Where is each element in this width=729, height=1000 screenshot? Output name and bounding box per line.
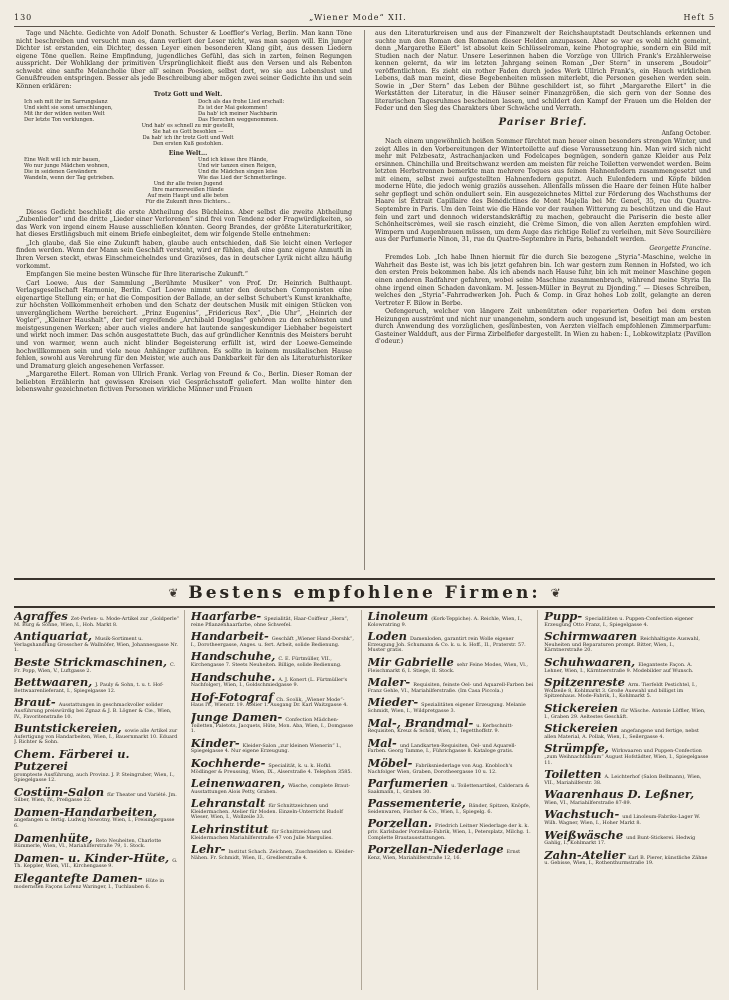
firm-listing [368, 656, 534, 674]
firm-details: Wäsche, complete Braut-Ausstattungen Alois Petty, Graben. [190, 783, 350, 795]
firm-name: Porzellan. [367, 816, 432, 831]
firm-details: A. Leichterhof (Salon Bellmann), Wien, VII., Mariahilferstr. 38. [544, 774, 702, 786]
firm-details: (Kork-Teppiche). A. Reichle, Wien, I., Kolowratring 9. [367, 616, 523, 628]
poem-trotz-gott-und-welt [24, 92, 352, 147]
firm-listing [368, 676, 534, 694]
firm-listing [368, 737, 534, 755]
review-loewe: Carl Loewe. Aus der Sammlung „Berühmte Musiker“ von Prof. Dr. Heinrich Bulthaupt. Verlagsgesellschaft Harmonie, Berlin. Carl Loewe nimmt unter den deutschen Componisten eine eigenartige Stellung ein; er hat die Composition der Ballade, an der selbst Schubert's Kunst krankhafte, zur höchsten Vollkommenheit erhoben und den Schatz der deutschen Musik mit einigen Stücken von unvergänglichem Werthe bereichert. „Prinz Eugenius“, „Fridericus Rex“, „Die Uhr“, „Heinrich der Vogler“, „Kleiner Haushalt“, der tief ergreifende „Archibald Douglas“ gehören zu den schönsten und meistgesungenen Werken; aber auch vieles andere hat lautende sangeskundiger Liebhaber begeistert und wirkt noch immer. Das schön ausgestattete Buch, das auf gründlicher Kenntnis des Meisters beruht und von warmer, wenn auch nicht blinder Begeisterung erfüllt ist, wird der Loewe-Gemeinde hochwillkommen sein und viele neue Anhänger zuführen. Es sollte in keinem musikalischen Hause fehlen, sowohl aus Verehrung für den Meister, wie auch aus Dankbarkeit für den als Literaturhistoriker und Dramaturg gleich angesehenen Verfasser. [16, 279, 352, 370]
firm-listing [544, 788, 711, 806]
poem-line: Die in seidenen Gewändern [24, 169, 97, 176]
firm-details: Requisiten, feinste Oel- und Aquarell-Farben bei Franz Gehle, VI., Mariahilferstraße. (Im Casa Piccola.) [367, 682, 534, 694]
firm-name: Junge Damen- [190, 709, 283, 724]
poem-line: Da hab' ich meiner Nachbarin [198, 111, 278, 118]
firm-details: angefangen u. fertig. Ludwig Nowotny, Wien, I., Freisingergasse 6. [14, 817, 175, 830]
firm-name: Stickereien [544, 721, 618, 736]
firm-listing [544, 742, 711, 766]
firm-name: Schirmwaaren [544, 629, 638, 644]
firm-details: Ausstattungen in geschmackvoller solider Ausführung preiswürdig bei Zgnaz & J. B. Lögner & Cie., Wien, IV., Favoritenstraße 10. [14, 702, 172, 720]
firm-listing [191, 650, 357, 668]
firm-listing [368, 717, 534, 735]
firm-listing [544, 849, 711, 867]
firm-listing [191, 671, 357, 689]
firm-details: J. Pauly & Sohn, t. u. t. Hof-Bettwaarenlieferant, I., Spiegelgasse 12. [14, 682, 164, 694]
firm-listing [14, 630, 180, 654]
firm-details: prompteste Ausführung, auch Provinz. J. P. Steingruber, Wien, I., Spiegelgasse 12. [14, 771, 175, 784]
firm-details: Institut Schach. Zeichnen, Zuschneiden u. Kleider-Nähen. Fr. Schmidt, Wien, II., Gredlerstraße 4. [190, 849, 355, 861]
firm-details: Arm. Tierfeldt Pestichtel, I., Wollzeile 8, Kohlmarkt 3. Große Auswahl und billigst im Spitzenhaus. Mode-Fabrik, I., Kohlmarkt 5. [544, 682, 698, 700]
firm-name: Handarbeit- [190, 629, 269, 644]
firm-listing [544, 768, 711, 786]
poem-line: Wandeln, wenn der Tag getrieben. [24, 175, 115, 182]
firm-details: Ernst Kenz, Wien, Mariahilferstraße 12, 16. [367, 849, 521, 861]
firm-details: Confection Mädchen-Toiletten, Paletots, Jacquets, Hüte, Mon. Aba, Wien, I., Domgasse 1. [190, 716, 353, 735]
firm-details: u. Toilettenartikel, Calderara & Saakmann, I., Graben 30. [367, 783, 530, 795]
firm-listing [14, 696, 180, 720]
firm-listing [191, 711, 357, 735]
firm-column [191, 610, 362, 990]
firm-listing [544, 656, 711, 674]
firm-details: Kleider-Salon „zur kleinen Wienerin“ I., Spiegelgasse 4. Nur eigene Erzeugung. [190, 742, 342, 755]
firm-name: Leinenwaaren, [190, 776, 286, 791]
firm-details: und Linoleum-Fabriks-Lager W. Wilh. Wagner, Wien, I., Hoher Markt 8. [544, 814, 700, 827]
review-eilert: „Margarethe Eilert. Roman von Ullrich Frank. Verlag von Freund & Co., Berlin. Dieser Roman der beliebten Erzählerin hat gewissen Kreisen viel Gesprächsstoff geliefert. Man wollte hinter den lebenswahr gezeichneten fictiven Personen wirkliche Männer und Frauen [16, 371, 352, 394]
poem-line: Und die Mädchen singen leise [198, 169, 278, 176]
firm-name: Porzellan-Niederlage [367, 842, 504, 857]
firm-details: Wirkwaaren und Puppen-Confection „zum Weihnachtsbaum“ August Hofstädter, Wien, I., Spiegelgasse 11. [544, 748, 709, 766]
page-number: 130 [14, 12, 33, 22]
firm-name: Kinder- [190, 735, 240, 750]
author-signature: Georgette Francine. [649, 244, 711, 252]
poem-title: Eine Welt... [168, 149, 208, 157]
firm-listing [368, 630, 534, 654]
firm-name: Lehranstalt [190, 796, 266, 811]
firm-name: Damen-Handarbeiten, [14, 804, 157, 819]
firm-listing [14, 656, 180, 674]
firm-name: Damenhüte, [14, 830, 93, 845]
firm-name: Waarenhaus D. Leßner, [544, 787, 695, 802]
firm-listing [14, 748, 180, 784]
firm-details: Spezialität, Haar-Coiffeur „Hera“, reine Pflanzenhaarfarbe, ohne Schwefel. [190, 616, 349, 628]
firm-listing [544, 630, 711, 654]
poem-line: Das Herzchen weggenommen. [198, 117, 279, 123]
firm-details: Musik-Sortiment u. Verlagshandlung Grosscher & Wallnöfer, Wien, Johannesgasse Nr. 1. [14, 636, 178, 654]
poem-title: Trotz Gott und Welt. [153, 91, 223, 99]
firm-name: Antiquariat, [14, 629, 93, 644]
poem-line: Da hab' ich ihr trotz Gott und Welt [142, 134, 234, 141]
firm-name: Agraffes [14, 610, 68, 623]
firm-directory [14, 610, 715, 990]
firm-name: Strümpfe, [544, 741, 609, 756]
notice-fremdes-lob: Fremdes Lob. „Ich habe Ihnen hiermit für die durch Sie bezogene „Styria“-Maschine, welche in Wahrheit das Beste ist, was ich bis jetzt gefahren bin. Ich war gestern zum Rennen in Hofsted, wo ich den ersten Preis bekommen habe. Als ich abends nach Hause fuhr, bin ich mit meiner Maschine gegen einen anderen Radfahrer gefahren, wobei seine Maschine zusammenbrach, während meine Styria Ila ohne irgend einen Schaden davonkam. M. Jessen-Müller in Beyrut zu Djonding.“ — Dieses Schreiben, welches den „Styria“-Fahrradwerken Joh. Puch & Comp. in Graz hohes Lob zollt, gelangte an deren Vertreter F. Bilow in Berbe. [375, 254, 711, 307]
firm-name: Pupp- [544, 610, 583, 623]
firm-details: für Theater und Variété. Jm. Silber, Wien, IV., Preßgasse 22. [14, 791, 177, 804]
firm-listing [191, 691, 357, 709]
firm-listing [14, 852, 180, 870]
firm-column [368, 610, 539, 990]
firm-column [544, 610, 715, 990]
firm-name: Lehrinstitut [190, 822, 269, 837]
firm-listing [544, 808, 711, 826]
firm-details: Reichhaltigste Auswahl, Neuheiten und Reparaturen prompt. Bitter, Wien, I., Kärntnerstraße 20. [544, 636, 700, 654]
firm-details: Reto Neuheiten, Charlotte Rümmerle, Wien, VI., Mariahilferstraße 79, 1. Stock. [14, 837, 162, 850]
firm-name: Weißwäsche [544, 827, 624, 842]
firm-details: für Schnittzeichnen und Kleidermachen. Atelier für Moden. Einzeln-Unterricht Rudolf Wieser, Wien, I., Wollzeile 33. [190, 803, 343, 821]
firm-listing [368, 777, 534, 795]
firm-name: Zahn-Atelier [544, 847, 626, 862]
review-donath: Tage und Nächte. Gedichte von Adolf Donath. Schuster & Loeffler's Verlag, Berlin. Man kann Töne nicht beschreiben und versucht man es, dann verliert der Leser nicht, was man sagen will. Ein junger Dichter ist erstanden, ein Dichter, dessen Leyer einen besonderen Klang gibt, aus dessen Liedern eigene Töne quellen. Reine Empfindung, jugendliches Gefühl, das sich in zarten, feinen Regungen ausspricht. Der Wohlklang der primitiven Ursprünglichkeit fließt aus den Versen und als Rebenton schwebt eine sanfte Melancholie über all' seinen Poesien, selbst dort, wo sie aus Lebenslust und Genußfreuden entspringen. Besser als jede Beschreibung aber mögen zwei seiner Gedichte ihn und sein Können erklären: [16, 30, 352, 90]
firm-listing [14, 722, 180, 746]
firm-listing [368, 696, 534, 714]
poem-line: Für die Zukunft ihres Dichters... [145, 198, 231, 205]
firm-name: Toiletten [544, 767, 602, 782]
quoted-letter-closing: Empfangen Sie meine besten Wünsche für Ihre literarische Zukunft.“ [26, 271, 249, 279]
firm-details: G. Th. Keppler, Wien, VII., Kirchengasse 9. [14, 857, 178, 870]
firm-name: Lehr- [190, 842, 226, 857]
firm-name: Buntstickereien, [14, 721, 122, 736]
firm-details: Zet-Perlen- u. Mode-Artikel zur „Goldperle“ M. Burg & Söhne, Wien, I., Hoh. Markt 8. [14, 616, 180, 628]
firm-details: Fabriksniederlage von Aug. Knobloch's Nachfolger Wien, Graben, Dorotheergasse 10 u. 12. [367, 762, 513, 775]
firm-listing [368, 610, 534, 628]
body-paragraph: Nach einem ungewöhnlich heißen Sommer fürchtet man heuer einen besonders strengen Winter, und zeigt Alles in den Vorbereitungen der Wintertoilette auf diese Voraussetzung hin. Man wird sich nicht mehr mit Pelzbesatz, Astrachanjacken und Fodelcapes begnügen, sondern ganze Kleider aus Pelz ersinnen. Chinchilla und Breitschwanz werden am meisten für reiche Toiletten verwendet werden. Beim letzten Herbstrennen bemerkte man mehrere Toques aus feinen Hahnenfedern zusammengesetzt und mit einem, selbst zwei aufgestellten Hahnenfedern geputzt. Auch Eulenfedern und Köpfe bilden moderne Hüte, die jedoch wenig graziös aussehen. Allenfalls müssen die Haare der feinen Hüte halber sehr gepflegt und schön onduliert sein. Ein ausgezeichnetes Mittel zur Förderung des Wachsthums der Haare ist Extrait Capillaire des Bénédictines de Mont Majella bei Mr. Genet, 35, rue du Quatre-Septembre in Paris. Um den Teint wie die Hände vor der rauhen Witterung zu beschützen und die Haut fein und zart und dennoch widerstandskräftig zu machen, gebraucht die Pariserin die beste aller Schönheitscrèmes, weil sie rasch einzieht, die Crème Simon, die von allen Aerzten empfohlen wird. Wimpern und Augenbrauen müssen, um dem Auge das richtige Relief zu verleihen, mit Sève Sourcilière aus der Parfumerie Ninon, 31, rue du Quatre-Septembre in Paris, behandelt werden. [375, 138, 711, 244]
firm-details: und Bunt-Stickerei. Hedwig Gahlig, I., Kohlmarkt 17. [544, 834, 696, 847]
firm-listing [191, 797, 357, 821]
firm-name: Kochherde- [190, 755, 266, 770]
poem-line: Den ersten Kuß gestohlen. [152, 140, 224, 147]
firm-listing [191, 823, 357, 841]
firm-listing [191, 757, 357, 775]
firm-name: Möbel- [367, 755, 413, 770]
firm-listing [14, 786, 180, 804]
firm-name: Mir Gabrielle [367, 654, 454, 669]
firm-name: Schuhwaaren, [544, 654, 636, 669]
firm-listing [368, 757, 534, 775]
firm-details: angefangene und fertige, nebst allen Material, A. Pollak, Wien, I., Seilergasse 4. [544, 728, 699, 740]
firm-name: Handschuhe. [190, 669, 276, 684]
firm-name: Chem. Färberei u. Putzerei [14, 746, 130, 773]
firm-details: u. Kerbschnitt-Requisiten, Kreuz & Schöll, Wien, I., Tegetthoffstr. 9. [367, 722, 514, 735]
firm-name: Maler- [367, 675, 411, 690]
poem-line: Und ihr alle freien Jugend [153, 181, 223, 188]
firm-name: Stickereien [544, 700, 618, 715]
header-rule [14, 26, 715, 27]
firm-listing [191, 610, 357, 628]
firm-listing [544, 610, 711, 628]
poem-line: Mit ihr der wilden weiten Welt [24, 111, 105, 118]
poem-line: Und sieht sie sonst umschlungen, [24, 105, 113, 112]
firm-listing [544, 722, 711, 740]
firm-name: Wachstuch- [544, 807, 620, 822]
firm-name: Passementerie, [367, 796, 466, 811]
firm-listing [368, 843, 534, 861]
firm-name: Parfumerien [367, 776, 449, 791]
firm-name: Mieder- [367, 695, 419, 710]
firm-name: Beste Strickmaschinen, [14, 654, 168, 669]
review-eilert-continued: aus den Literaturkreisen und aus der Finanzwelt der Reichshauptstadt Deutschlands erkennen und suchte nun den Roman den Romanen dieser Helden anzupassen. Aber so war es wohl nicht gemeint, denn „Margarethe Eilert“ ist absolut kein Schlüsselroman, keine Photographie, sondern ein Bild mit Studien nach der Natur. Unsere Leserinnen haben die Vorzüge von Ullrich Frank's Erzählerweise kennen gelernt, da wir im letzten Jahrgang seinen Roman „Der Stern“ in unserem „Boudoir“ veröffentlichten. Es zieht ein rother Faden durch jedes Werk Ullrich Frank's, ein Hauch wirklichen Lebens, daß man meint, diese Begebenheiten müssen miterlebt, die Personen gesehen werden sein. Sowie in „Der Stern“ das Leben der Bühne geschildert ist, so führt „Margarethe Eilert“ in die Werkstätten der Literatur, in die Häuser seiner Finanzgrößen, die sich gern von der Sonne des literarischen Tagesruhmes bescheinen lassen, und schildert den Kampf der Frauen um die Helden der Feder und den Sieg des Charakters über Schwäche und Verrath. [375, 30, 711, 113]
journal-title: „Wiener Mode“ XII. [309, 12, 407, 22]
firm-name: Haarfarbe- [190, 610, 262, 623]
left-column [16, 30, 352, 575]
poem-line: Und wir tanzen einen Reigen, [198, 163, 277, 170]
firm-name: Braut- [14, 695, 56, 710]
column-divider [364, 30, 365, 570]
poem-line: Doch als das frohe Lied erschall: [198, 99, 285, 106]
poem-line: Sie hat es Gott besohlen — [152, 128, 224, 135]
firm-details: für Wäsche. Antonie Löffler, Wien, I., Graben 29. Aeltestes Geschäft. [544, 707, 706, 720]
running-header [14, 10, 715, 24]
firm-column [14, 610, 185, 990]
firm-listing [544, 702, 711, 720]
poem-line: Auf mein Haupt und alle beten [147, 192, 229, 199]
poem-eine-welt [24, 151, 352, 206]
poem-line: Ihre marmorweißen Hände [152, 186, 224, 193]
poem-line: Und ich küsse ihre Hände, [198, 157, 268, 164]
firm-name: Mal- [367, 735, 397, 750]
firm-listing [544, 829, 711, 847]
firm-name: Bettwaaren, [14, 675, 93, 690]
firm-name: Loden [367, 629, 407, 644]
firm-name: Handschuhe, [190, 649, 276, 664]
firm-name: Mal-, Brandmal- [367, 715, 474, 730]
firm-listing [368, 797, 534, 815]
firm-listing [14, 610, 180, 628]
firm-name: Linoleum [367, 610, 429, 623]
firm-details: Specialitäten u. Puppen-Confection eigener Erzeugung Otto Franz, I., Spiegelgasse 4. [544, 616, 694, 628]
poem-line: Eine Welt will ich mir bauen, [24, 157, 101, 164]
firm-details: Hüte in modernsten Façons Lorenz Waringer, I., Tuchlauben 6. [14, 878, 165, 890]
firm-details: C. E. Fürtmüller, VII., Kirchengasse 7. Steets Neuheiten. Billige, solide Bedienung. [190, 656, 342, 668]
poem-line: Ich seh mit ihr im Sarrungslanz [24, 99, 108, 106]
firm-listing [14, 872, 180, 890]
firm-details: sehr Feine Modes, Wien, Vl., Fleischmarkt 6, I. Stiege, II. Stock. [367, 661, 528, 674]
dateline: Anfang October. [661, 129, 711, 137]
firm-listing [14, 832, 180, 850]
issue-number: Heft 5 [683, 12, 715, 22]
ornament-icon: ❦ [168, 586, 179, 600]
firm-details: und Landkarten-Requisiten, Oel- und Aquarell-Farben. Georg Tamme, I., Führichgasse 8. Kataloge gratis. [367, 742, 517, 755]
firm-name: Costüm-Salon [14, 784, 105, 799]
firm-listing [191, 843, 357, 861]
firm-listing [191, 777, 357, 795]
firm-details: A. J. Konert (L. Fürtmüller's Nachfolger), Wien, I., Goldschmiedgasse 9. [190, 676, 348, 689]
firm-details: Wien, VI., Mariahilferstraße 87-89. [544, 799, 632, 806]
section-heading-pariser-brief: Pariser Brief. [498, 117, 588, 129]
body-paragraph: Dieses Gedicht beschließt die erste Abtheilung des Büchleins. Aber selbst die zweite Abtheilung „Zubenlieder“ und die dritte „Lieder einer Verlorenen“ sind frei von Tendenz oder Fragwürdigkeiten, so das Werk von irgend einem Hause ausschließen könnten. Georg Brandes, der größte Literaturkritiker, hat dieses Erstlingsbuch mit einem Briefe einbegleitet, dem wir folgende Stelle entnehmen: [16, 208, 352, 239]
notice-oefengeruch: Oefengeruch, welcher von längere Zeit unbenützten oder reparierten Oefen bei dem ersten Heizungen ausströmt und nicht nur unangenehm, sondern auch ungesund ist, beseitigt man am besten durch Anwendung des vorzüglichen, geslünbesten, von Aerzten vielfach empfohlenen Zimmerparfum: Gasteiner Waldduft, aus der Firma Zirbelfiefer dargestellt. In Wien zu haben: I., Lobkowitzplatz (Pavillon d'odeur.) [375, 308, 711, 346]
firm-details: Friedrich Leitner Niederlage der k. k. priv. Karlsbader Porzellan-Fabrik, Wien, I., Petersplatz, Milchg. 1. Complette Brautausstattungen. [367, 823, 531, 841]
firm-listing [544, 676, 711, 700]
firm-name: Spitzenreste [544, 675, 625, 690]
firms-banner [14, 578, 715, 608]
ornament-icon: ❦ [550, 586, 561, 600]
right-column [375, 30, 711, 575]
poem-line: Der letzte Ton verklungen. [24, 117, 95, 123]
firm-listing [191, 737, 357, 755]
firm-name: Hof-Fotograf [190, 689, 274, 704]
firm-details: Bänder, Spitzen, Knöpfe, Seidenwaren, Fischer & Co., Wien, I., Spiegelg. 6. [367, 803, 531, 815]
firm-details: Geschäft „Wiener Hand-Dorshk“, I., Dorotheergasse, Anges. u. fert. Arbeit, solide Bedienung. [190, 636, 354, 648]
poem-line: Wie das Lied der Schmetterlinge. [198, 175, 287, 182]
firm-details: sowie alle Artikel zur Aufertigung von Handarbeiten, Wien, I., Bauernmarkt 10. Eduard J. Richter & Sohn. [14, 728, 178, 746]
firm-details: Spezialitäten eigener Erzeugung. Melanie Schmidt, Wien, I., Wildpretgasse 3. [367, 702, 526, 714]
quoted-letter: „Ich glaube, daß Sie eine Zukunft haben, glaube auch entschieden, daß Sie leicht einen Verleger finden werden. Wenn der Mann sein Geschäft versteht, wird er fühlen, daß eine ganz eigene Anmuth in Ihren Versen steckt, etwas Einschmeichelndes und Graziöses, das in deutscher Lyrik nicht allzu häufig vorkommt. [16, 239, 352, 270]
firm-details: für Schnittzeichnen und Kleidermachen Mariahilferstraße 47 von Julie Margulies. [190, 829, 333, 841]
firm-listing [14, 676, 180, 694]
firm-details: Eleganteste Façon. A. Lehner, Wien, I., Kärntnerstraße 9. Modebilder auf Wunsch. [544, 661, 694, 674]
firm-listing [191, 630, 357, 648]
firm-details: C. Fr. Popp, Wien, V., Luftgasse 2. [14, 661, 176, 674]
firm-details: Damenloden, garantirt rein Wolle eigener Erzeugung Joh. Schumann & Co. k. u. k. Hoff., II., Praterstr. 57. Muster gratis. [367, 636, 526, 654]
poem-line: Wo nur junge Mädchen wohnen, [24, 163, 110, 170]
firm-listing [14, 806, 180, 830]
firm-details: Ch. Scolik, „Wiener Mode“-Haus IV., Wienstr. 19. Atelier 1. Ausgang Dr. Karl Waitzgasse 4. [190, 696, 348, 709]
firms-title: Bestens empfohlene Firmen: [188, 583, 541, 603]
firm-name: Damen- u. Kinder-Hüte, [14, 850, 170, 865]
poem-line: Und hab' es schnell zu mir gestellt, [141, 122, 235, 129]
firm-details: Specialität, k. u. k. Hofkl. Mödlinger & Preussing, Wien, IX., Alserstraße 4. Telephon 3585. [190, 762, 352, 775]
firm-listing [368, 817, 534, 841]
poem-line: Es ist der Mai gekommen! [198, 105, 268, 112]
firm-details: Karl B. Pierer, künstliche Zähne u. Gebisse, Wien, I., Rothenthurmstraße 19. [544, 854, 708, 867]
firm-name: Elegantefte Damen- [14, 871, 143, 886]
